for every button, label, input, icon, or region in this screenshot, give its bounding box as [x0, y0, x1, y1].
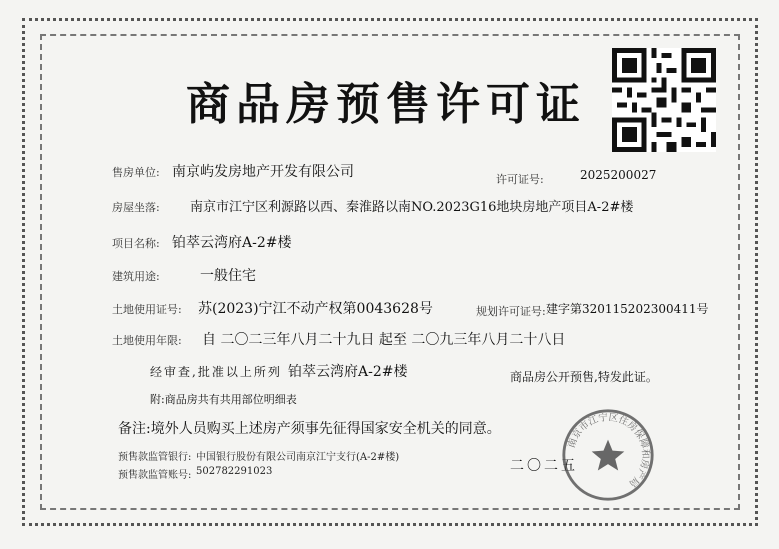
approval-suffix: 商品房公开预售,特发此证。: [510, 370, 658, 384]
land-cert-label: 土地使用证号:: [112, 303, 182, 316]
project-value: 铂萃云湾府A-2#楼: [172, 235, 292, 251]
official-seal-icon: [560, 407, 656, 503]
remarks: 备注:境外人员购买上述房产须事先征得国家安全机关的同意。: [118, 421, 501, 437]
seller-label: 售房单位:: [112, 166, 160, 179]
planning-label: 规划许可证号:: [476, 305, 546, 318]
escrow-account-value: 502782291023: [196, 466, 273, 477]
seal-text: 南京市江宁区住房保障和房产局: [566, 412, 651, 489]
land-term-label: 土地使用年限:: [112, 334, 182, 347]
approval-prefix: 经审查,批准以上所列: [150, 365, 282, 379]
issue-date: 二〇二五: [510, 458, 578, 474]
planning-value: 建字第320115202300411号: [546, 302, 709, 316]
land-term-value: 自 二〇二三年八月二十九日 起至 二〇九三年八月二十八日: [202, 332, 566, 348]
location-label: 房屋坐落:: [112, 201, 160, 214]
approval-project: 铂萃云湾府A-2#楼: [288, 364, 408, 380]
certificate-title: 商品房预售许可证: [186, 79, 586, 130]
escrow-bank-label: 预售款监管银行:: [118, 452, 192, 463]
project-label: 项目名称:: [112, 237, 160, 250]
usage-label: 建筑用途:: [112, 270, 160, 283]
usage-value: 一般住宅: [200, 268, 256, 284]
attachment-note: 附:商品房共有共用部位明细表: [150, 393, 297, 406]
qr-code-icon: [612, 48, 716, 152]
land-cert-value: 苏(2023)宁江不动产权第0043628号: [198, 301, 433, 317]
permit-no-label: 许可证号:: [496, 173, 544, 186]
escrow-account-label: 预售款监管账号:: [118, 470, 192, 481]
escrow-bank-value: 中国银行股份有限公司南京江宁支行(A-2#楼): [196, 452, 400, 463]
location-value: 南京市江宁区利源路以西、秦淮路以南NO.2023G16地块房地产项目A-2#楼: [190, 200, 634, 215]
seller-value: 南京屿发房地产开发有限公司: [172, 164, 354, 180]
permit-no-value: 2025200027: [580, 168, 657, 182]
